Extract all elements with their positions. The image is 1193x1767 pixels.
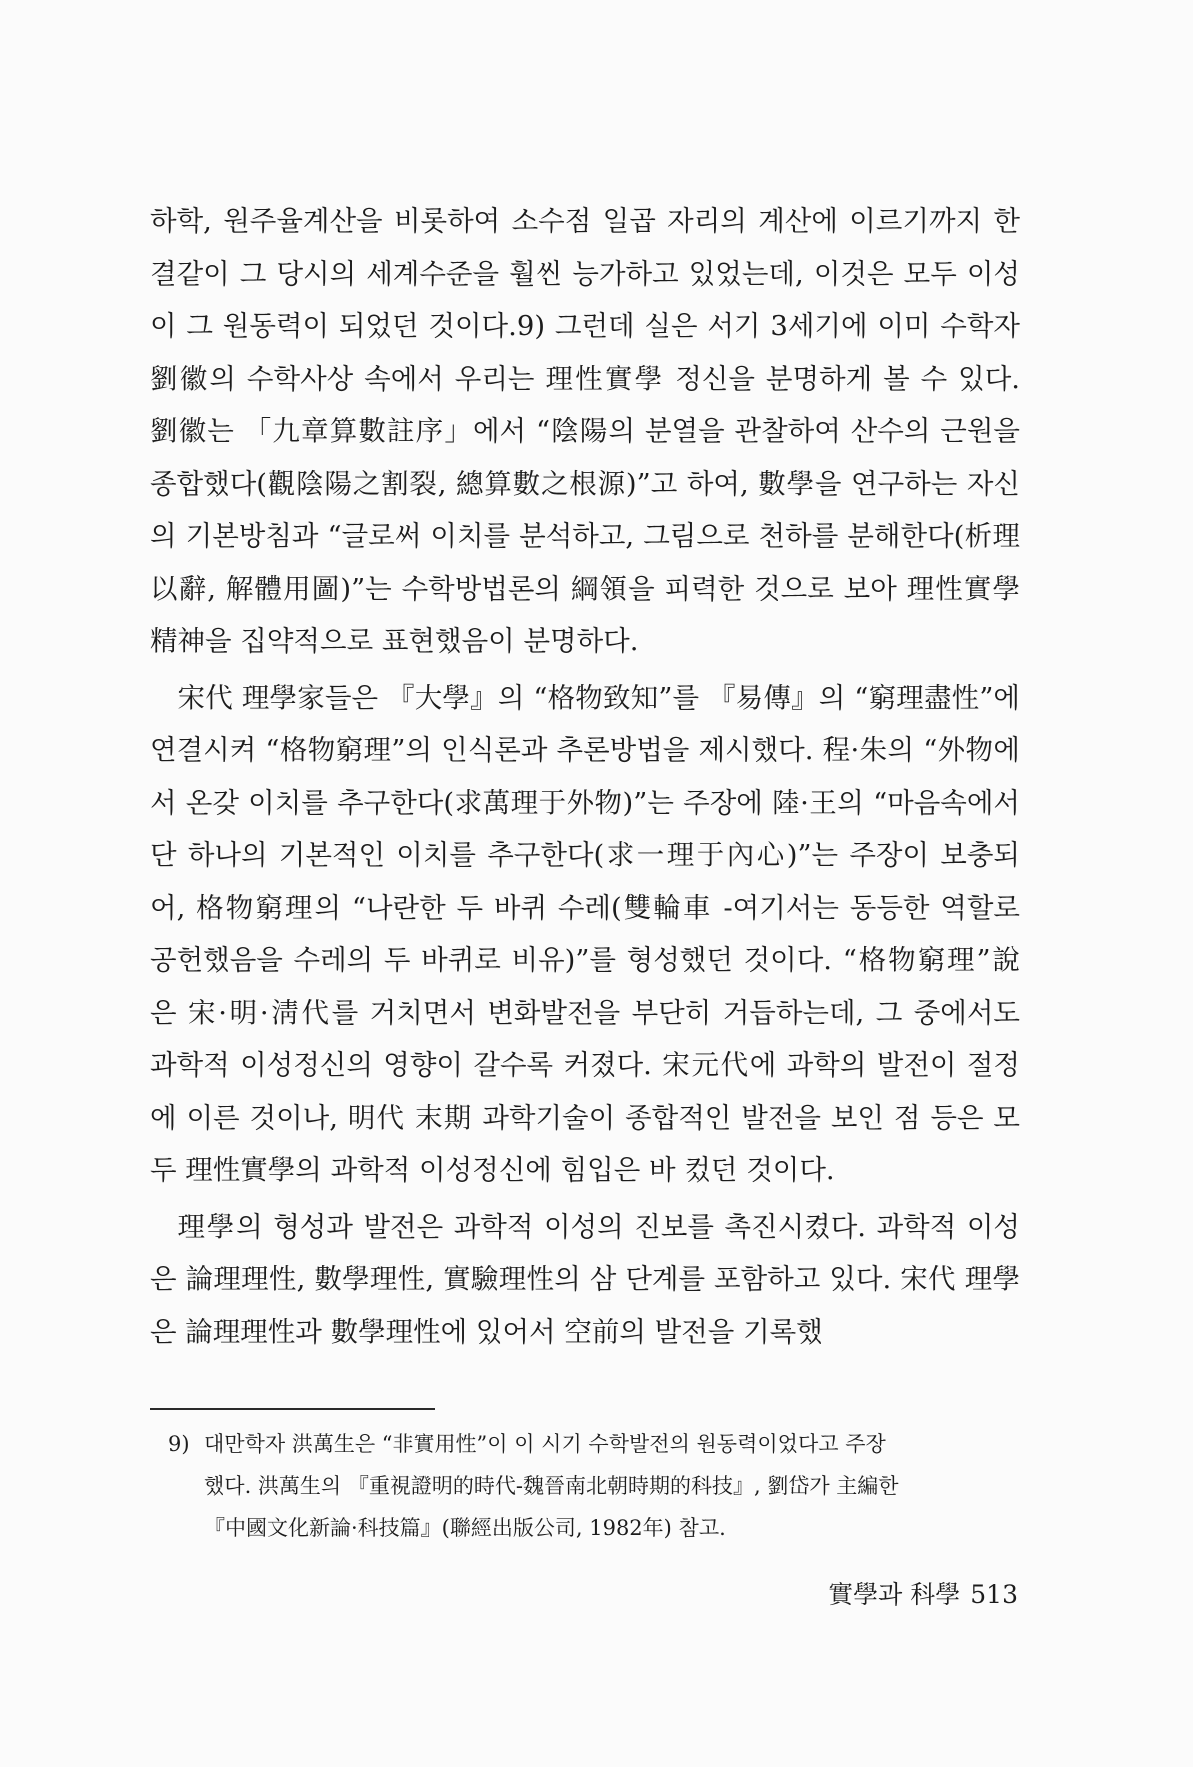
footnote-divider bbox=[150, 1408, 435, 1410]
paragraph-1: 하학, 원주율계산을 비롯하여 소수점 일곱 자리의 계산에 이르기까지 한결같이 그 당시의 세계수준을 훨씬 능가하고 있었는데, 이것은 모두 이성이 그 원동력이 되었던 것이다.9) 그런데 실은 서기 3세기에 이미 수학자 劉徽의 수학사상 속에서 우리는 理性實學 정신을 분명하게 볼 수 있다. 劉徽는 「九章算數註序」에서 “陰陽의 분열을 관찰하여 산수의 근원을 종합했다(觀陰陽之割裂, 總算數之根源)”고 하여, 數學을 연구하는 자신의 기본방침과 “글로써 이치를 분석하고, 그림으로 천하를 분해한다(析理以辭, 解體用圖)”는 수학방법론의 綱領을 피력한 것으로 보아 理性實學 精神을 집약적으로 표현했음이 분명하다. bbox=[150, 205, 1020, 657]
footnote-line-3: 『中國文化新論·科技篇』(聯經出版公司, 1982年) 참고. bbox=[204, 1516, 726, 1540]
paragraph-3: 理學의 형성과 발전은 과학적 이성의 진보를 촉진시켰다. 과학적 이성은 論理理性, 數學理性, 實驗理性의 삼 단계를 포함하고 있다. 宋代 理學은 論理理性과 數學理性에 있어서 空前의 발전을 기록했 bbox=[150, 1210, 1020, 1348]
page-number: 513 bbox=[970, 1580, 1018, 1609]
footnote-line-1: 대만학자 洪萬生은 “非實用性”이 이 시기 수학발전의 원동력이었다고 주장 bbox=[204, 1432, 886, 1456]
footnote-line-2: 했다. 洪萬生의 『重視證明的時代-魏晉南北朝時期的科技』, 劉岱가 主編한 bbox=[204, 1474, 899, 1498]
body-text bbox=[150, 195, 1020, 1358]
paragraph-2: 宋代 理學家들은 『大學』의 “格物致知”를 『易傳』의 “窮理盡性”에 연결시켜 “格物窮理”의 인식론과 추론방법을 제시했다. 程·朱의 “外物에서 온갖 이치를 추구한다(求萬理于外物)”는 주장에 陸·王의 “마음속에서 단 하나의 기본적인 이치를 추구한다(求一理于內心)”는 주장이 보충되어, 格物窮理의 “나란한 두 바퀴 수레(雙輪車 -여기서는 동등한 역할로 공헌했음을 수레의 두 바퀴로 비유)”를 형성했던 것이다. “格物窮理”說은 宋·明·淸代를 거치면서 변화발전을 부단히 거듭하는데, 그 중에서도 과학적 이성정신의 영향이 갈수록 커졌다. 宋元代에 과학의 발전이 절정에 이른 것이나, 明代 末期 과학기술이 종합적인 발전을 보인 점 등은 모두 理性實學의 과학적 이성정신에 힘입은 바 컸던 것이다. bbox=[150, 681, 1020, 1186]
footnote-number: 9) bbox=[168, 1432, 190, 1456]
footnote bbox=[168, 1423, 1018, 1549]
running-title: 實學과 科學 bbox=[828, 1580, 961, 1609]
running-footer bbox=[828, 1575, 1018, 1611]
